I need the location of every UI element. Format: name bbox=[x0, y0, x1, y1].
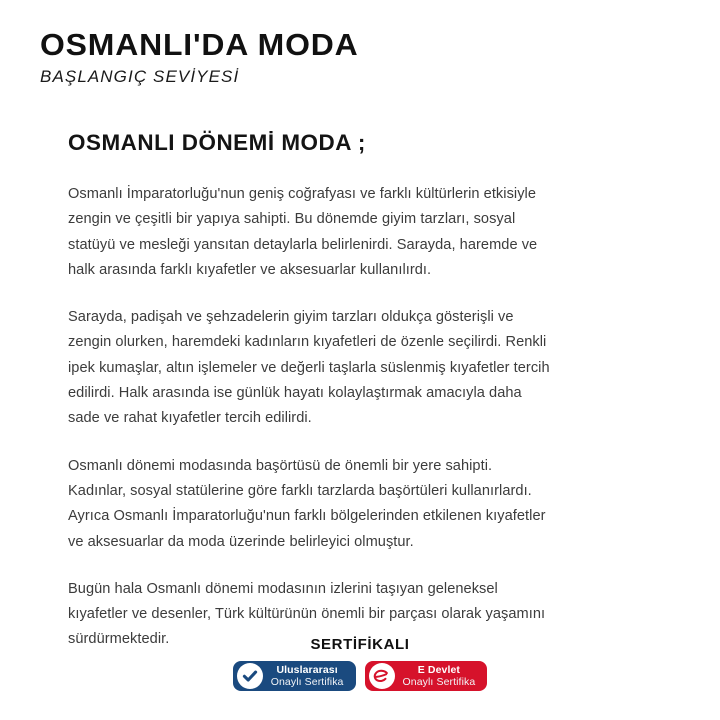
article-paragraph: Sarayda, padişah ve şehzadelerin giyim tarzları oldukça gösterişli ve zengin olurken, haremdeki kadınların kıyafetleri de özenle seçilirdi. Renkli ipek kumaşlar, altın işlemeler ve değerli taşlarla süslenmiş kıyafetler tercih edilirdi. Halk arasında ise günlük hayatı kolaylaştırmak amacıyla daha sade ve rahat kıyafetler tercih edilirdi. bbox=[68, 309, 550, 427]
document-header bbox=[40, 28, 680, 87]
badge-title: Uluslararası bbox=[276, 663, 338, 676]
edevlet-logo-icon bbox=[369, 663, 395, 689]
section-heading: OSMANLI DÖNEMİ MODA ; bbox=[68, 130, 366, 155]
page-subtitle: BAŞLANGIÇ SEVİYESİ bbox=[40, 67, 240, 87]
badge-text-group bbox=[403, 665, 476, 688]
article-paragraph: Bugün hala Osmanlı dönemi modasının izlerini taşıyan geleneksel kıyafetler ve desenler, Türk kültürünün önemli bir parçası olarak yaşamını sürdürmektedir. bbox=[68, 580, 546, 648]
certification-badge-row bbox=[0, 661, 720, 691]
page-title: OSMANLI'DA MODA bbox=[40, 27, 359, 62]
certification-title: SERTİFİKALI bbox=[310, 636, 410, 653]
badge-text-group bbox=[271, 665, 344, 688]
badge-subtitle: Onaylı Sertifika bbox=[402, 676, 476, 688]
article-body bbox=[68, 130, 550, 653]
badge-edevlet bbox=[365, 661, 488, 691]
check-circle-icon bbox=[237, 663, 263, 689]
certification-footer bbox=[0, 636, 720, 691]
badge-title: E Devlet bbox=[417, 663, 461, 676]
article-paragraph: Osmanlı dönemi modasında başörtüsü de önemli bir yere sahipti. Kadınlar, sosyal statülerine göre farklı tarzlarda başörtüleri kullanırlardı. Ayrıca Osmanlı İmparatorluğu'nun farklı bölgelerinden etkilenen kıyafetler ve aksesuarlar da moda üzerinde belirleyici olmuştur. bbox=[68, 457, 546, 550]
badge-subtitle: Onaylı Sertifika bbox=[270, 676, 344, 688]
badge-international bbox=[233, 661, 356, 691]
article-paragraph: Osmanlı İmparatorluğu'nun geniş coğrafyası ve farklı kültürlerin etkisiyle zengin ve çeşitli bir yapıya sahipti. Bu dönemde giyim tarzları, sosyal statüyü ve mesleği yansıtan detaylarla belirlenirdi. Sarayda, haremde ve halk arasında farklı kıyafetler ve aksesuarlar kullanılırdı. bbox=[68, 186, 538, 278]
